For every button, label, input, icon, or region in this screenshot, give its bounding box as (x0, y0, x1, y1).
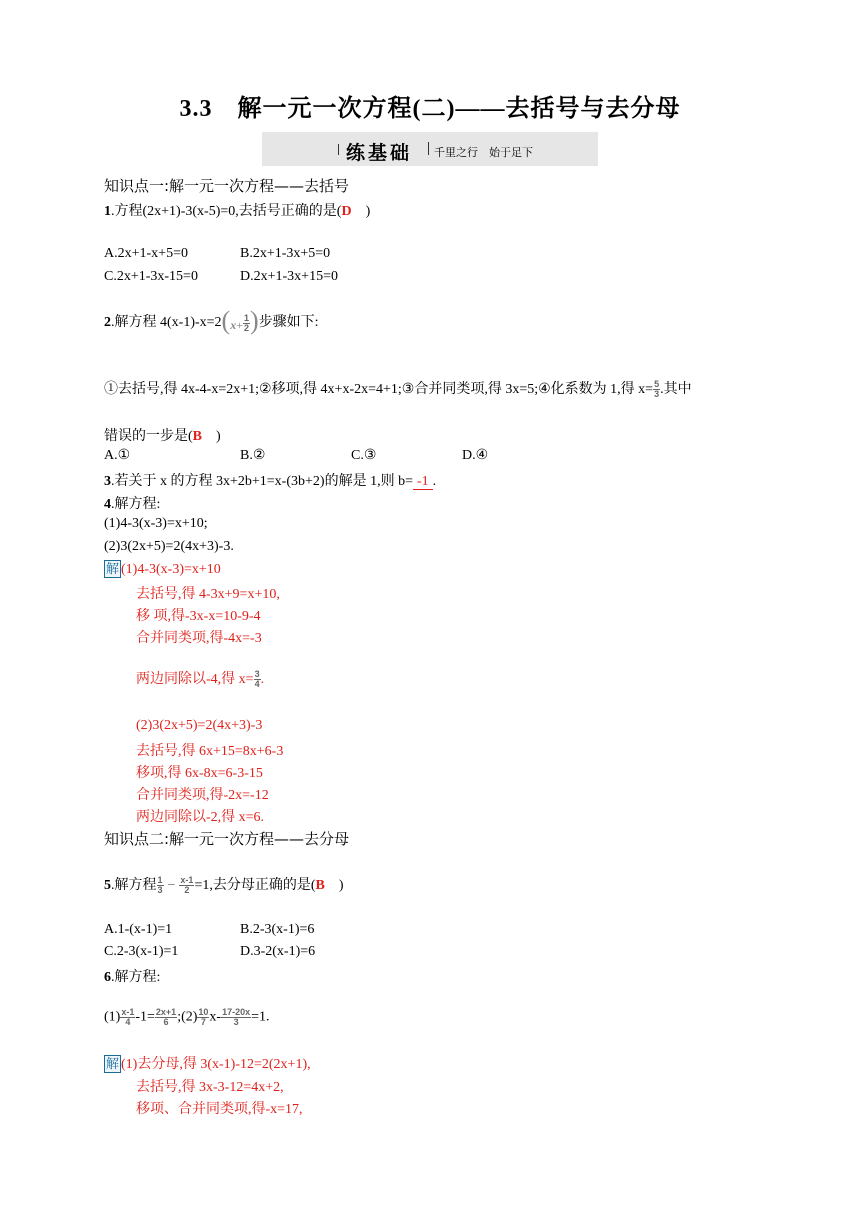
question-number: 5 (104, 878, 111, 893)
solution-line: 移项,得 6x-8x=6-3-15 (136, 766, 263, 781)
close-paren: ) (365, 204, 371, 219)
question-6-equations (104, 1008, 270, 1027)
question-number: 1 (104, 204, 111, 219)
fraction-denominator: 2 (184, 885, 190, 896)
section-banner (262, 132, 598, 166)
question-text: .解方程 (111, 878, 157, 893)
answer: -1 (413, 474, 433, 490)
question-text-end: =1,去分母正确的是( (194, 878, 316, 893)
option-c: C.③ (351, 448, 377, 463)
option-b: B.2-3(x-1)=6 (240, 922, 315, 937)
option-d: D.3-2(x-1)=6 (240, 944, 316, 959)
option-b: B.2x+1-3x+5=0 (240, 246, 331, 261)
fraction-denominator: 4 (125, 1017, 131, 1027)
question-6-stem (104, 966, 160, 986)
formula-image: (x+ $\frac{1}{2}$ ) (221, 306, 259, 335)
answer: B (315, 878, 325, 893)
page-title: 3.3 解一元一次方程(二)——去括号与去分母 (179, 96, 681, 122)
question-text: .解方程: (111, 497, 161, 512)
option-d: D.2x+1-3x+15=0 (240, 269, 338, 284)
banner-sub-text: 千里之行 始于足下 (434, 146, 533, 159)
question-3-stem (104, 470, 436, 490)
question-text: 错误的一步是( (104, 429, 193, 444)
equation-text: x- (209, 1009, 222, 1025)
solution-line: (2)3(2x+5)=2(4x+3)-3 (136, 718, 263, 733)
question-text: .解方程 4(x-1)-x=2 (111, 315, 222, 331)
close-paren: ) (216, 429, 221, 444)
equation-text: =1. (251, 1009, 270, 1025)
fraction-denominator: 4 (254, 679, 260, 690)
solution-badge: 解 (106, 1056, 120, 1071)
question-2-line2 (104, 425, 221, 445)
answer: B (192, 429, 203, 444)
solution-text: (1)去分母,得 3(x-1)-12=2(2x+1), (121, 1057, 311, 1072)
question-2-steps (104, 378, 692, 399)
fraction-numerator: 1 (244, 312, 250, 323)
option-a: A.2x+1-x+5=0 (104, 246, 188, 261)
solution-line: 两边同除以-4,得 x= $\frac{3}{4}$ . (136, 669, 265, 690)
fraction-denominator: 7 (200, 1017, 206, 1027)
question-text: .若关于 x 的方程 3x+2b+1=x-(3b+2)的解是 1,则 b= (111, 474, 413, 489)
fraction-denominator: 3 (233, 1017, 239, 1027)
period: . (432, 474, 437, 489)
fraction-numerator: 1 (157, 875, 163, 886)
fraction-numerator: x-1 (121, 1007, 135, 1017)
solution-line: 去括号,得 4-3x+9=x+10, (136, 587, 280, 602)
fraction-denominator: 2 (244, 322, 250, 333)
option-b: B.② (240, 448, 266, 463)
banner-divider-left (338, 144, 339, 155)
banner-main-text: 练基础 (346, 142, 413, 164)
fraction-numerator: 10 (198, 1007, 209, 1017)
question-4-part-2: (2)3(2x+5)=2(4x+3)-3. (104, 539, 234, 554)
fraction-numerator: 3 (254, 669, 260, 680)
close-paren: ) (338, 878, 344, 893)
question-number: 4 (104, 497, 111, 512)
question-text: .方程(2x+1)-3(x-5)=0,去括号正确的是( (111, 204, 342, 219)
fraction-numerator: 2x+1 (155, 1007, 177, 1017)
solution-line: 去括号,得 3x-3-12=4x+2, (136, 1080, 284, 1095)
question-5-stem: 5.解方程 $\frac{1}{3}$ − $\frac{x-1}{2}$ =1,去分母正确的是(B ) (104, 875, 344, 896)
option-c: C.2x+1-3x-15=0 (104, 269, 198, 284)
fraction-numerator: 17-20x (222, 1007, 251, 1017)
solution-badge: 解 (106, 561, 120, 576)
steps-text-end: .其中 (660, 382, 692, 397)
question-4-stem (104, 493, 160, 513)
question-text-end: 步骤如下: (258, 315, 319, 331)
equation-text: -1= (135, 1009, 155, 1025)
solution-text: 两边同除以-4,得 x= (136, 672, 254, 687)
solution-line: 合并同类项,得-2x=-12 (136, 788, 269, 803)
solution-line: 移项、合并同类项,得-x=17, (136, 1102, 303, 1117)
option-a: A.1-(x-1)=1 (104, 922, 173, 937)
option-d: D.④ (462, 448, 489, 463)
banner-divider-right (428, 142, 429, 155)
fraction-numerator: x-1 (180, 875, 194, 886)
solution-line: 两边同除以-2,得 x=6. (136, 810, 265, 825)
section-heading-1: 知识点一:解一元一次方程——去括号 (104, 177, 350, 195)
question-4-part-1: (1)4-3(x-3)=x+10; (104, 516, 208, 531)
solution-line: 移 项,得-3x-x=10-9-4 (136, 609, 261, 624)
solution-line: 去括号,得 6x+15=8x+6-3 (136, 744, 284, 759)
solution-line: 合并同类项,得-4x=-3 (136, 631, 262, 646)
question-number: 6 (104, 970, 111, 985)
question-number: 3 (104, 474, 111, 489)
question-number: 2 (104, 315, 111, 331)
fraction-numerator: 5 (654, 379, 660, 390)
section-heading-2: 知识点二:解一元一次方程——去分母 (104, 830, 350, 848)
fraction-denominator: 3 (654, 389, 660, 400)
solution-text: (1)4-3(x-3)=x+10 (121, 562, 221, 577)
part-label: (1) (104, 1009, 121, 1025)
fraction-denominator: 3 (157, 885, 163, 896)
part-label: ;(2) (177, 1009, 198, 1025)
steps-text: ①去括号,得 4x-4-x=2x+1;②移项,得 4x+x-2x=4+1;③合并同类项,得 3x=5;④化系数为 1,得 x= (104, 382, 654, 397)
fraction-denominator: 6 (163, 1017, 169, 1027)
option-a: A.① (104, 448, 131, 463)
question-2-stem (104, 306, 319, 336)
question-text: .解方程: (111, 970, 161, 985)
solution-line (104, 560, 221, 578)
option-c: C.2-3(x-1)=1 (104, 944, 179, 959)
answer: D (341, 204, 352, 219)
solution-line (104, 1053, 311, 1073)
question-1-stem (104, 200, 370, 220)
